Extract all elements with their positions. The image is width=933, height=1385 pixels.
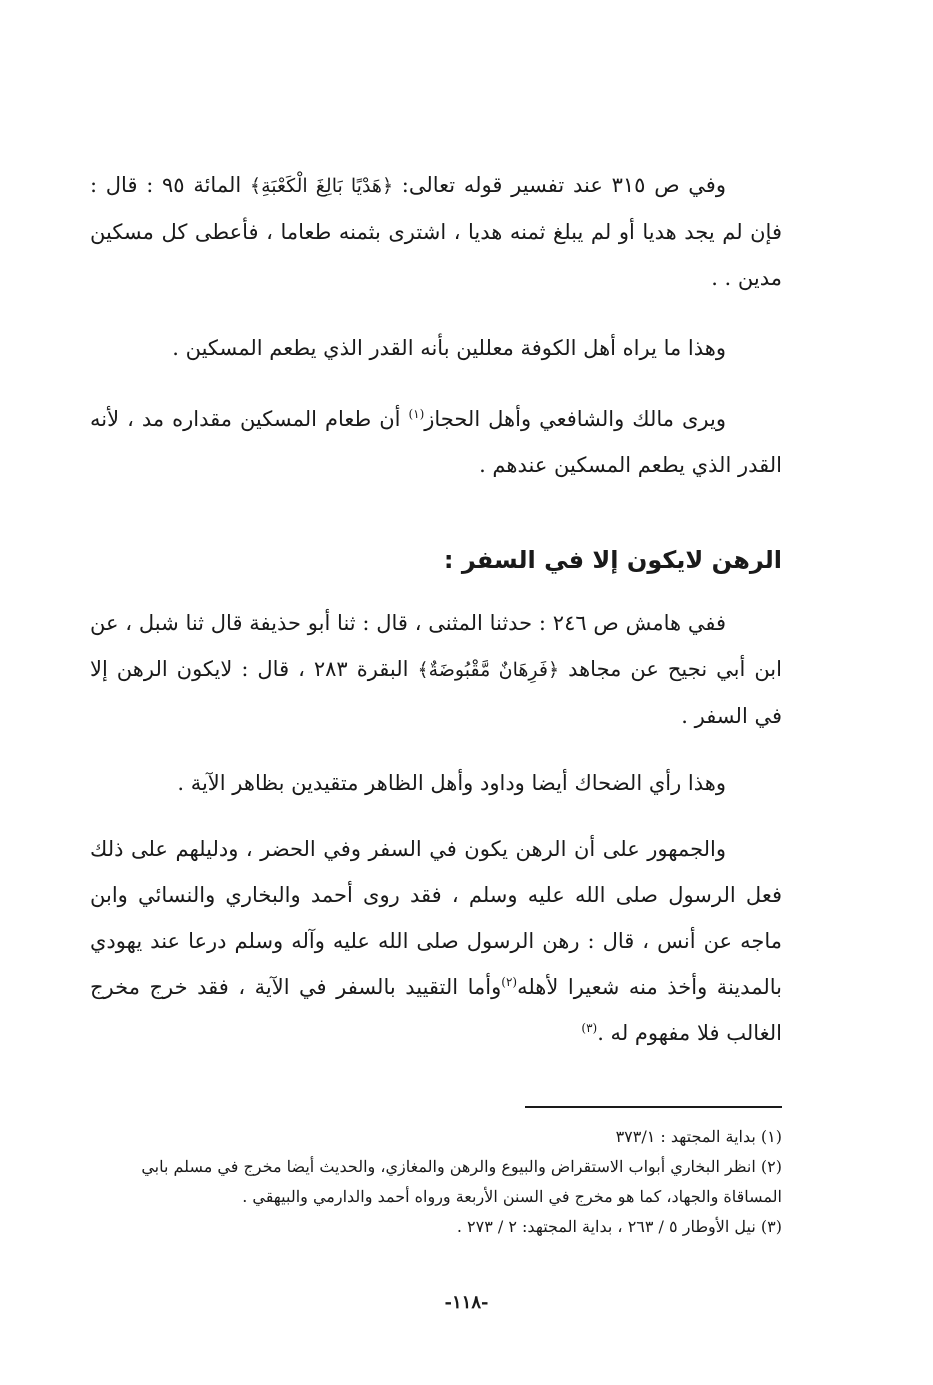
paragraph-5-text: وهذا رأي الضحاك أيضا وداود وأهل الظاهر متقيدين بظاهر الآية . [177,771,726,795]
footnote-separator [525,1106,782,1108]
paragraph-5 [90,760,782,806]
footnote-3: (٣) نيل الأوطار ٥ / ٢٦٣ ، بداية المجتهد: ٢ / ٢٧٣ . [456,1217,782,1236]
quran-open-brace: ﴿ [381,175,394,197]
quran-open-brace: ﴿ [547,659,560,681]
paragraph-1-text-end: المائة ٩٥ : قال : فإن لم يجد هديا أو لم يبلغ ثمنه هديا ، اشترى بثمنه طعاما ، فأعطى كل مسكين مدين . . [90,173,782,290]
quran-close-brace: ﴾ [249,175,262,197]
paragraph-2 [90,325,782,371]
paragraph-6-text-start: والجمهور على أن الرهن يكون في السفر وفي الحضر ، ودليلهم على ذلك فعل الرسول صلى الله عليه وسلم ، فقد روى أحمد والبخاري والنسائي وابن ماجه عن أنس ، قال : رهن الرسول صلى الله عليه وآله وسلم درعا عند يهودي بالمدينة وأخذ منه شعيرا لأهله [90,837,782,999]
paragraph-6 [90,826,782,1056]
paragraph-3 [90,396,782,488]
paragraph-4 [90,600,782,739]
footnote-2: (٢) انظر البخاري أبواب الاستقراض والبيوع والرهن والمغازي، والحديث أيضا مخرج في مسلم بابي المساقاة والجهاد، كما هو مخرج في السنن الأربعة ورواه أحمد والدارمي والبيهقي . [141,1157,782,1206]
footnote-ref-1: (١) [408,407,425,421]
paragraph-3-text-start: ويرى مالك والشافعي وأهل الحجاز [424,407,726,431]
paragraph-3-text-end: أن طعام المسكين مقداره مد ، لأنه القدر الذي يطعم المسكين عندهم . [90,407,782,477]
footnote-ref-2: (٢) [501,975,518,989]
quran-verse-1: هَدْيًا بَالِغَ الْكَعْبَةِ [261,175,382,197]
paragraph-4-text-start: ففي هامش ص ٢٤٦ : حدثنا المثنى ، قال : ثنا أبو حذيفة قال ثنا شبل ، عن ابن أبي نجيح عن مجاهد [90,611,782,681]
quran-verse-2: فَرِهَانٌ مَّقْبُوضَةٌ [428,659,548,681]
section-heading: الرهن لايكون إلا في السفر : [443,546,782,574]
paragraph-1 [90,162,782,301]
quran-close-brace: ﴾ [417,659,429,681]
footnotes [90,1122,782,1242]
footnote-1: (١) بداية المجتهد : ٣٧٣/١ [615,1127,782,1146]
footnote-ref-3: (٣) [581,1021,598,1035]
paragraph-4-text-end: البقرة ٢٨٣ ، قال : لايكون الرهن إلا في السفر . [90,657,782,728]
paragraph-1-text-start: وفي ص ٣١٥ عند تفسير قوله تعالى: [393,173,726,197]
paragraph-2-text: وهذا ما يراه أهل الكوفة معللين بأنه القدر الذي يطعم المسكين . [172,336,726,360]
paragraph-6-text-middle: وأما التقييد بالسفر في الآية ، فقد خرج مخرج الغالب فلا مفهوم له . [90,975,782,1045]
page-number: -١١٨- [444,1292,489,1313]
